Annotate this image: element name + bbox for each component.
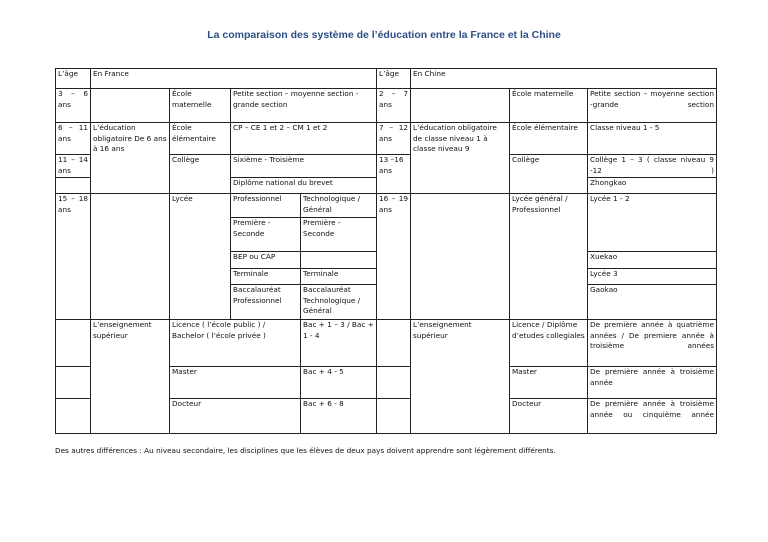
table-cell: Bac + 1 – 3 / Bac + 1 - 4: [301, 320, 377, 367]
table-cell: 13 –16 ans: [377, 155, 411, 194]
table-row: [56, 320, 717, 367]
table-cell: Lycée 1 - 2: [588, 194, 717, 252]
table-cell: 16 – 19 ans: [377, 194, 411, 320]
table-cell: Sixième - Troisième: [231, 155, 377, 178]
table-cell: [56, 320, 91, 367]
table-cell: De première année à troisième année ou cinquième année: [588, 399, 717, 434]
table-cell: [377, 367, 411, 399]
table-cell: Collège: [170, 155, 231, 194]
table-row: [56, 123, 717, 155]
table-cell: L’éducation obligatoire de classe niveau 1 à classe niveau 9: [411, 123, 510, 194]
header-cell: En Chine: [411, 69, 717, 89]
table-cell: [91, 194, 170, 320]
table-cell: Docteur: [170, 399, 301, 434]
table-cell: 15 – 18 ans: [56, 194, 91, 320]
table-cell: [56, 367, 91, 399]
comparison-table: [55, 68, 717, 434]
table-cell: [301, 252, 377, 269]
table-cell: Collège: [510, 155, 588, 194]
table-cell: Lycée 3: [588, 269, 717, 285]
table-cell: École maternelle: [510, 89, 588, 123]
table-cell: De première année à troisième année: [588, 367, 717, 399]
table-cell: 3 – 6 ans: [56, 89, 91, 123]
header-cell: En France: [91, 69, 377, 89]
table-cell: Collège 1 – 3 ( classe niveau 9 -12 ): [588, 155, 717, 178]
table-cell: Xuekao: [588, 252, 717, 269]
table-cell: Bac + 6 - 8: [301, 399, 377, 434]
table-cell: Master: [170, 367, 301, 399]
table-cell: [56, 399, 91, 434]
table-cell: L’enseignement supérieur: [91, 320, 170, 434]
table-cell: L’enseignement supérieur: [411, 320, 510, 434]
table-cell: [377, 320, 411, 367]
table-cell: Première - Seconde: [301, 218, 377, 252]
table-cell: [411, 194, 510, 320]
table-cell: Terminale: [231, 269, 301, 285]
table-cell: BEP ou CAP: [231, 252, 301, 269]
table-cell: Bac + 4 - 5: [301, 367, 377, 399]
header-cell: L’âge: [377, 69, 411, 89]
table-cell: 6 – 11 ans: [56, 123, 91, 155]
header-row: [56, 69, 717, 89]
table-cell: Zhongkao: [588, 178, 717, 194]
table-cell: Petite section – moyenne section -grande section: [588, 89, 717, 123]
table-cell: L’éducation obligatoire De 6 ans à 16 ans: [91, 123, 170, 194]
table-cell: 11 – 14 ans: [56, 155, 91, 178]
table-cell: École maternelle: [170, 89, 231, 123]
table-cell: Première - Seconde: [231, 218, 301, 252]
table-cell: Professionnel: [231, 194, 301, 218]
table-cell: École élémentaire: [170, 123, 231, 155]
table-cell: Petite section – moyenne section - grande section: [231, 89, 377, 123]
table-cell: Baccalauréat Professionnel: [231, 285, 301, 320]
table-cell: Diplôme national du brevet: [231, 178, 377, 194]
document-title: La comparaison des système de l’éducation entre la France et la Chine: [207, 29, 561, 41]
footnote: Des autres différences : Au niveau secondaire, les disciplines que les élèves de deux pays doivent apprendre sont légèrement différents.: [55, 446, 556, 455]
table-cell: École élémentaire: [510, 123, 588, 155]
table-cell: De première année à quatrième années / De premiere année à troisième années: [588, 320, 717, 367]
table-cell: Lycée: [170, 194, 231, 320]
table-cell: Baccalauréat Technologique / Général: [301, 285, 377, 320]
table-cell: 2 – 7 ans: [377, 89, 411, 123]
table-cell: Gaokao: [588, 285, 717, 320]
table-cell: Licence / Diplôme d’etudes collegiales: [510, 320, 588, 367]
table-cell: [411, 89, 510, 123]
header-cell: L’âge: [56, 69, 91, 89]
table-cell: Technologique / Général: [301, 194, 377, 218]
table-cell: Licence ( l’école public ) / Bachelor ( l’école privée ): [170, 320, 301, 367]
table-cell: Classe niveau 1 - 5: [588, 123, 717, 155]
table-cell: 7 – 12 ans: [377, 123, 411, 155]
table-row: [56, 194, 717, 218]
table-cell: [91, 89, 170, 123]
table-cell: Terminale: [301, 269, 377, 285]
table-row: [56, 89, 717, 123]
table-cell: [377, 399, 411, 434]
table-cell: Docteur: [510, 399, 588, 434]
table-cell: CP – CE 1 et 2 – CM 1 et 2: [231, 123, 377, 155]
table-cell: [56, 178, 91, 194]
table-cell: Master: [510, 367, 588, 399]
table-cell: Lycée général / Professionnel: [510, 194, 588, 320]
